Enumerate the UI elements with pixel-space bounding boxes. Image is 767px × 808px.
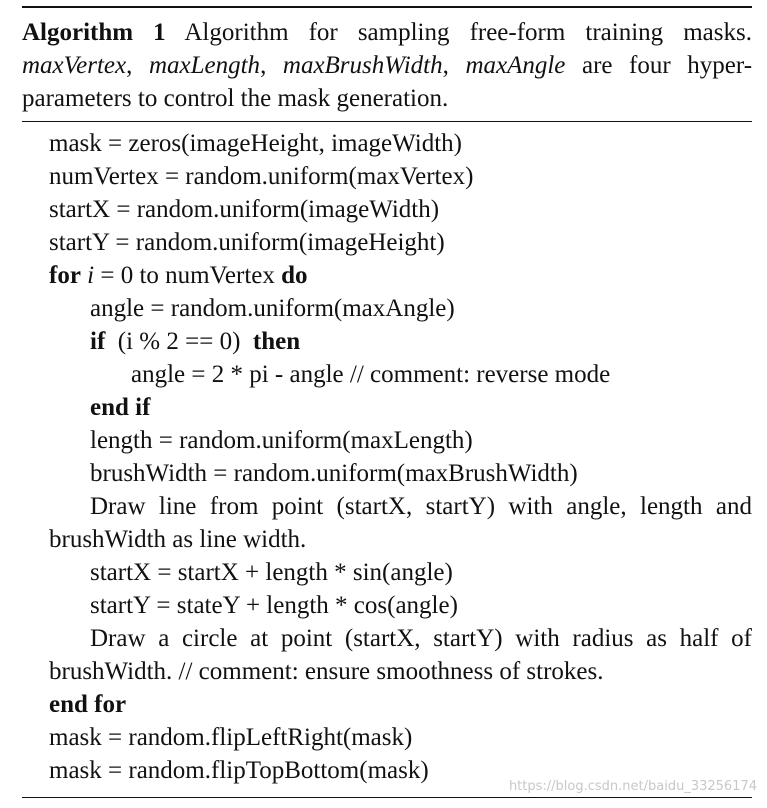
code-line-wrapped [49, 622, 752, 688]
caption-rule [22, 121, 752, 122]
param-max-length: maxLength [148, 52, 261, 79]
code-line: angle = 2 * pi - angle // comment: reverse mode [131, 361, 611, 388]
wrapped-text: Draw a circle at point (startX, startY) with radius as half of brushWidth. // comment: ensure smoothness of strokes. [49, 625, 752, 685]
algorithm-label: Algorithm 1 [22, 19, 166, 46]
for-line [49, 259, 752, 292]
code-line: numVertex = random.uniform(maxVertex) [49, 163, 474, 190]
param-max-vertex: maxVertex [22, 52, 127, 79]
loop-variable: i [87, 262, 95, 289]
sep: , [260, 52, 283, 79]
code-line-wrapped [49, 490, 752, 556]
top-rule [22, 6, 752, 8]
sep: , [442, 52, 466, 79]
code-line: startY = stateY + length * cos(angle) [90, 592, 458, 619]
caption-rest: are four hyper-parameters to control the mask generation. [22, 52, 753, 112]
keyword-do: do [281, 262, 308, 289]
sep: , [126, 52, 149, 79]
code-line: mask = random.flipTopBottom(mask) [49, 757, 429, 784]
bottom-rule [22, 797, 752, 798]
watermark: https://blog.csdn.net/baidu_33256174 [508, 779, 757, 794]
algorithm-body [49, 127, 752, 787]
keyword-if: if [90, 328, 106, 355]
keyword-then: then [252, 328, 301, 355]
code-line: mask = random.flipLeftRight(mask) [49, 724, 413, 751]
param-max-angle: maxAngle [465, 52, 566, 79]
code-line: startY = random.uniform(imageHeight) [49, 229, 445, 256]
code-line: length = random.uniform(maxLength) [90, 427, 473, 454]
code-line: angle = random.uniform(maxAngle) [90, 295, 455, 322]
if-condition: (i % 2 == 0) [105, 328, 253, 355]
code-line: startX = startX + length * sin(angle) [90, 559, 453, 586]
keyword-for: for [49, 262, 81, 289]
loop-range: = 0 to numVertex [94, 262, 282, 289]
param-max-brush-width: maxBrushWidth [282, 52, 443, 79]
algorithm-title: Algorithm for sampling free-form training masks. [165, 19, 752, 46]
if-line [49, 325, 752, 358]
keyword-end-for: end for [49, 691, 127, 718]
algorithm-caption [22, 16, 752, 115]
code-line: startX = random.uniform(imageWidth) [49, 196, 440, 223]
code-line: brushWidth = random.uniform(maxBrushWidth) [90, 460, 578, 487]
keyword-end-if: end if [90, 394, 151, 421]
wrapped-text: Draw line from point (startX, startY) with angle, length and brushWidth as line width. [49, 493, 752, 553]
code-line: mask = zeros(imageHeight, imageWidth) [49, 130, 462, 157]
